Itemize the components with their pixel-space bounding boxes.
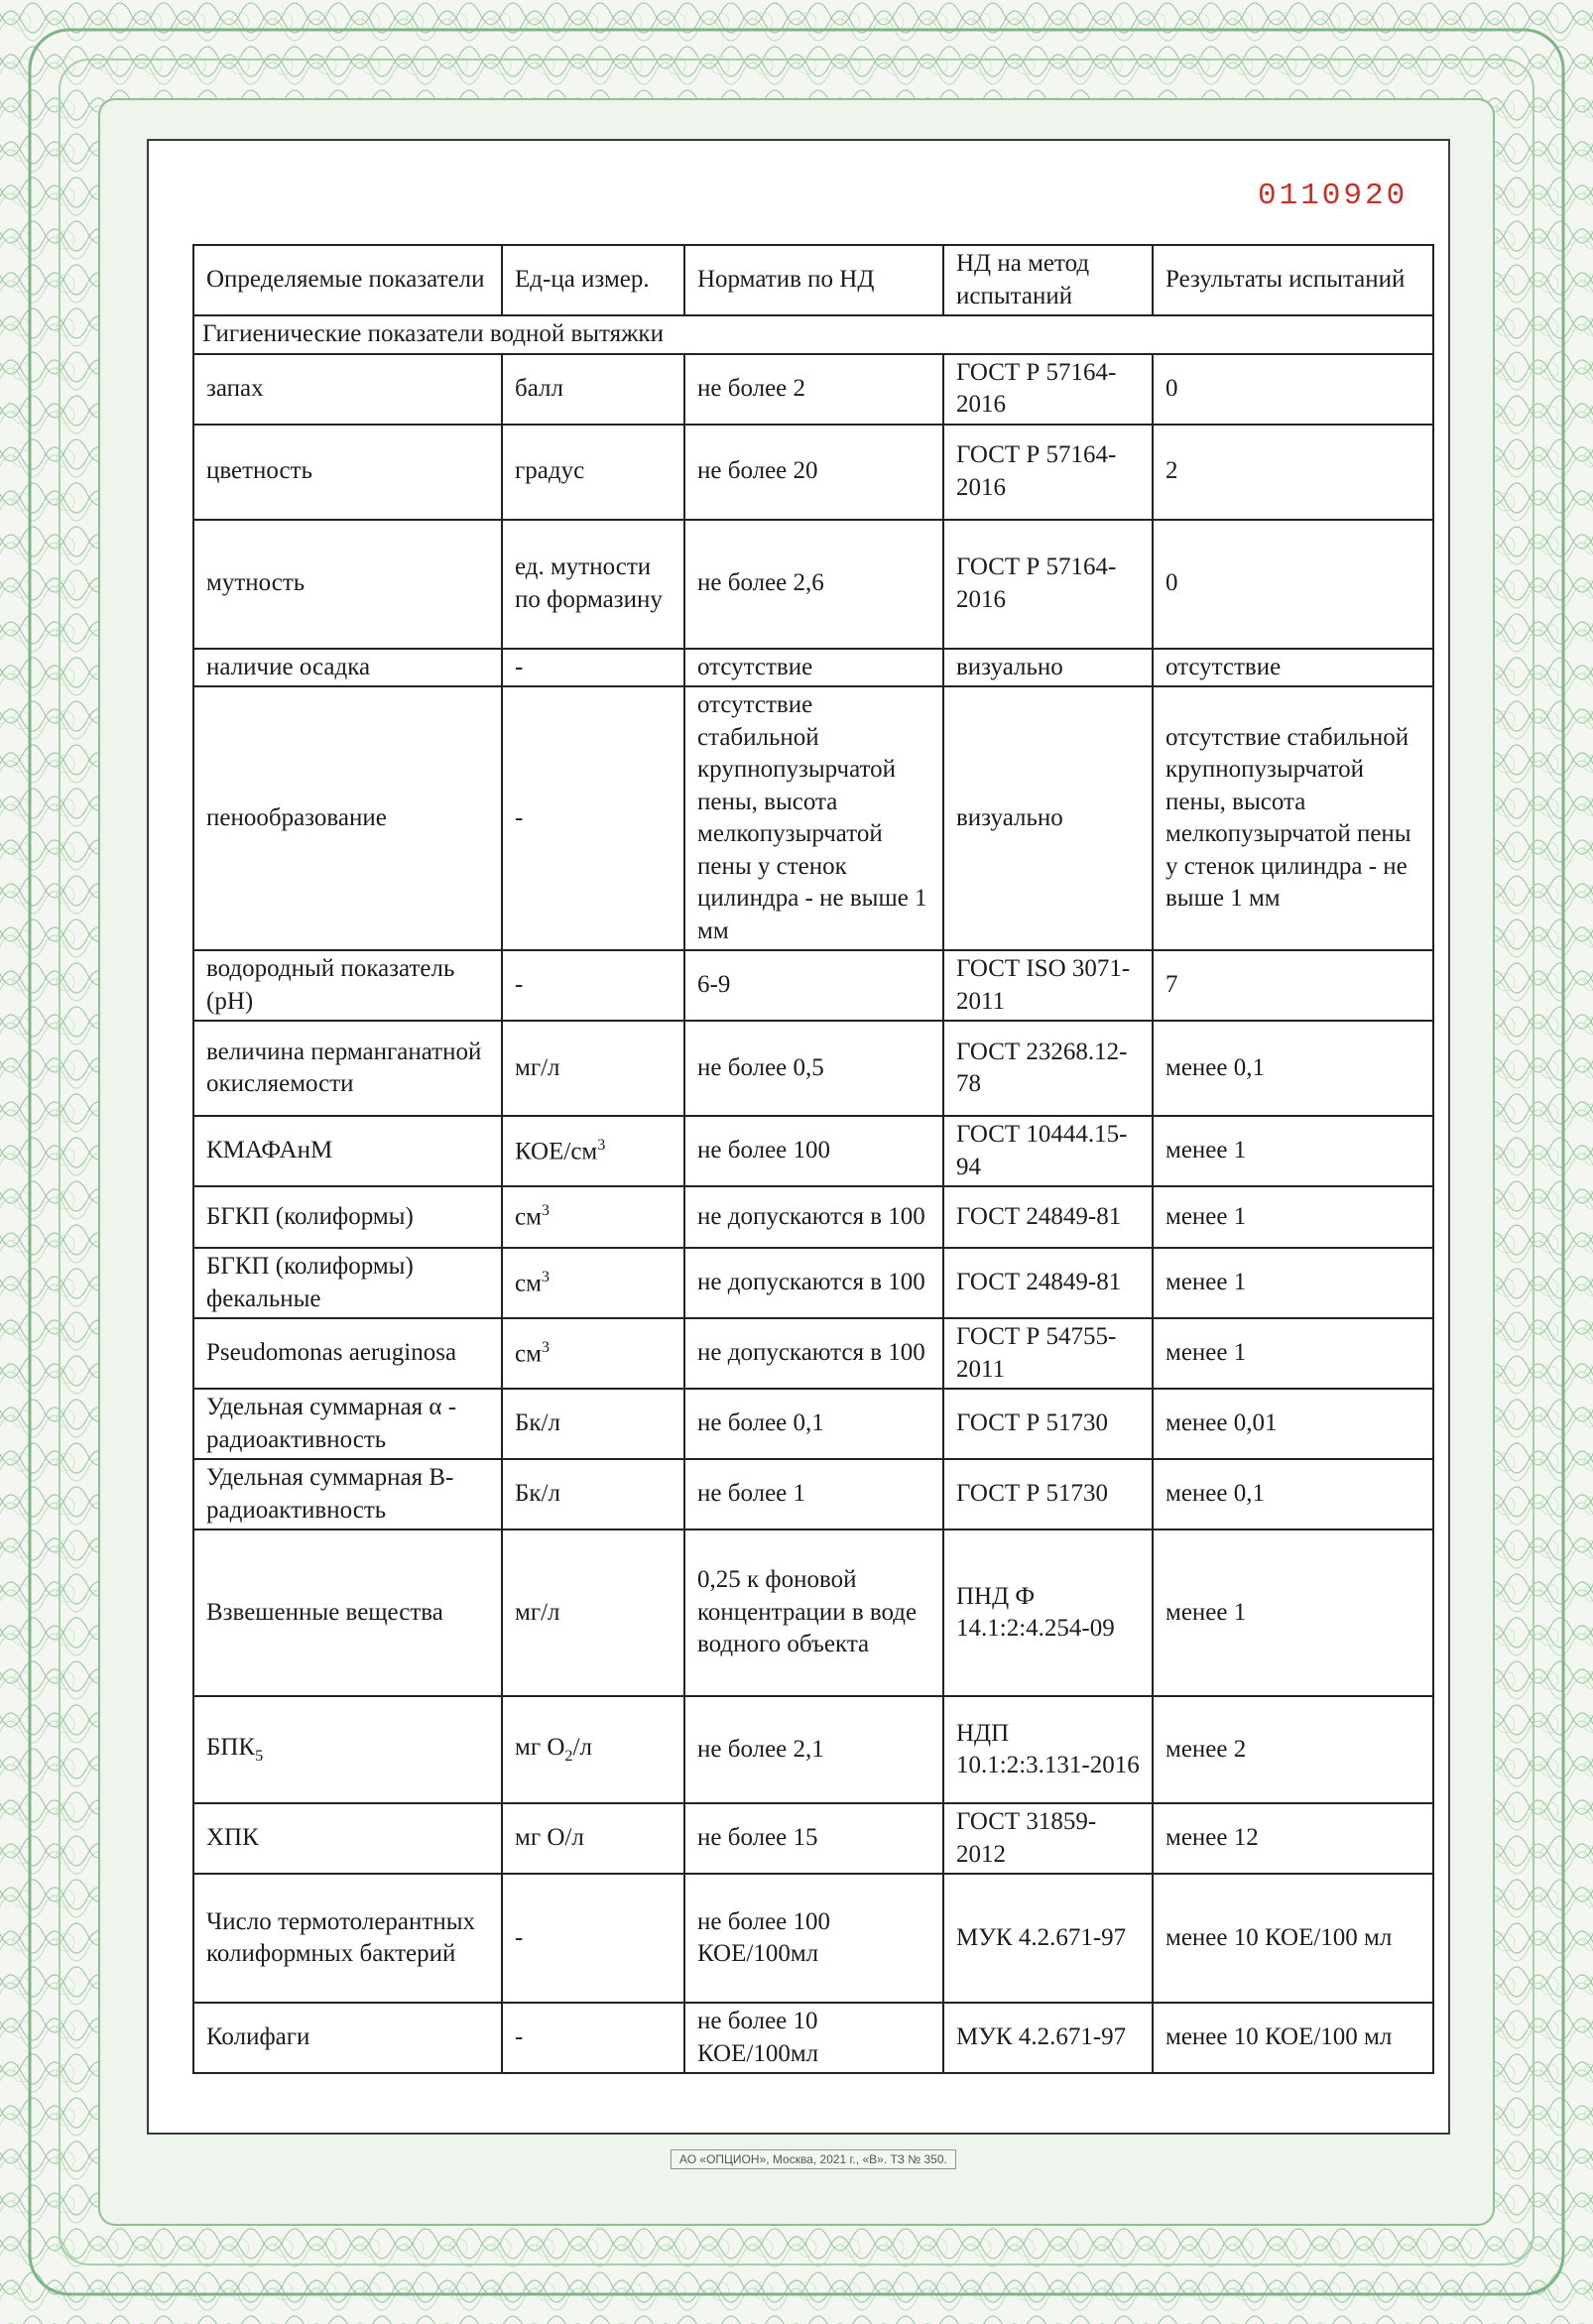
method-cell: НДП 10.1:2:3.131-2016: [943, 1696, 1153, 1803]
unit-superscript: 3: [541, 1267, 551, 1285]
unit-cell: $см^3$: [502, 1248, 684, 1318]
unit-cell: Бк/л: [502, 1459, 684, 1529]
table-row: [193, 520, 1433, 649]
result-cell: менее 0,1: [1153, 1021, 1433, 1116]
indicator-cell: Взвешенные вещества: [193, 1529, 502, 1696]
unit-cell: -: [502, 649, 684, 687]
unit-cell: ед. мутности по формазину: [502, 520, 684, 649]
norm-cell: не более 0,1: [684, 1389, 943, 1459]
table-row: [193, 1874, 1433, 2003]
indicator-cell: ХПК: [193, 1803, 502, 1874]
indicator-cell: мутность: [193, 520, 502, 649]
unit-superscript: 3: [541, 1201, 551, 1220]
unit-cell: градус: [502, 425, 684, 520]
table-row: [193, 1186, 1433, 1248]
unit-cell: -: [502, 2003, 684, 2073]
section-title: Гигиенические показатели водной вытяжки: [193, 315, 1433, 354]
result-cell: 0: [1153, 354, 1433, 425]
table-row: [193, 354, 1433, 425]
indicator-cell: величина перманганатной окисляемости: [193, 1021, 502, 1116]
unit-cell: -: [502, 950, 684, 1021]
table-row: [193, 425, 1433, 520]
table-row: [193, 2003, 1433, 2073]
result-cell: менее 10 КОЕ/100 мл: [1153, 2003, 1433, 2073]
unit-superscript: 3: [541, 1337, 551, 1356]
result-cell: менее 1: [1153, 1116, 1433, 1186]
norm-cell: не допускаются в 100: [684, 1248, 943, 1318]
method-cell: ГОСТ Р 57164-2016: [943, 354, 1153, 425]
table-row: [193, 686, 1433, 950]
norm-cell: не более 15: [684, 1803, 943, 1874]
result-cell: менее 10 КОЕ/100 мл: [1153, 1874, 1433, 2003]
norm-cell: не более 2,6: [684, 520, 943, 649]
method-cell: МУК 4.2.671-97: [943, 2003, 1153, 2073]
indicator-cell: наличие осадка: [193, 649, 502, 687]
method-cell: ГОСТ 23268.12-78: [943, 1021, 1153, 1116]
header-norm: Норматив по НД: [684, 245, 943, 315]
norm-cell: не более 100: [684, 1116, 943, 1186]
unit-cell: -: [502, 686, 684, 950]
table-row: [193, 1318, 1433, 1389]
serial-number: 0110920: [1258, 179, 1409, 213]
norm-cell: отсутствие стабильной крупнопузырчатой пены, высота мелкопузырчатой пены у стенок цилиндра - не выше 1 мм: [684, 686, 943, 950]
header-method: НД на метод испытаний: [943, 245, 1153, 315]
result-cell: менее 0,01: [1153, 1389, 1433, 1459]
result-cell: 2: [1153, 425, 1433, 520]
unit-cell: мг/л: [502, 1021, 684, 1116]
unit-cell: балл: [502, 354, 684, 425]
norm-cell: не допускаются в 100: [684, 1318, 943, 1389]
indicator-cell: водородный показатель (pH): [193, 950, 502, 1021]
indicator-cell: цветность: [193, 425, 502, 520]
results-table: [192, 244, 1434, 2074]
norm-cell: не допускаются в 100: [684, 1186, 943, 1248]
unit-cell: КОЕ/$см^3$: [502, 1116, 684, 1186]
indicator-cell: Колифаги: [193, 2003, 502, 2073]
method-cell: ПНД Ф 14.1:2:4.254-09: [943, 1529, 1153, 1696]
method-cell: ГОСТ Р 51730: [943, 1459, 1153, 1529]
header-indicator: Определяемые показатели: [193, 245, 502, 315]
unit-tail: /л: [572, 1734, 592, 1762]
unit-superscript: 3: [597, 1135, 606, 1154]
method-cell: ГОСТ 24849-81: [943, 1186, 1153, 1248]
table-row: [193, 950, 1433, 1021]
table-row: [193, 1459, 1433, 1529]
norm-cell: не более 20: [684, 425, 943, 520]
table-row: [193, 1529, 1433, 1696]
method-cell: ГОСТ Р 54755-2011: [943, 1318, 1153, 1389]
method-cell: ГОСТ 10444.15-94: [943, 1116, 1153, 1186]
table-row: [193, 1116, 1433, 1186]
method-cell: ГОСТ ISO 3071-2011: [943, 950, 1153, 1021]
indicator-cell: запах: [193, 354, 502, 425]
norm-cell: 0,25 к фоновой концентрации в воде водного объекта: [684, 1529, 943, 1696]
norm-cell: не более 100 КОЕ/100мл: [684, 1874, 943, 2003]
indicator-cell: $БПК_5$: [193, 1696, 502, 1803]
norm-cell: не более 1: [684, 1459, 943, 1529]
indicator-cell: Удельная суммарная α - радиоактивность: [193, 1389, 502, 1459]
unit-cell: мг $О_2/л$: [502, 1696, 684, 1803]
indicator-cell: БГКП (колиформы) фекальные: [193, 1248, 502, 1318]
table-row: [193, 649, 1433, 687]
table-row: [193, 1389, 1433, 1459]
method-cell: МУК 4.2.671-97: [943, 1874, 1153, 2003]
indicator-cell: Удельная суммарная В-радиоактивность: [193, 1459, 502, 1529]
result-cell: менее 12: [1153, 1803, 1433, 1874]
result-cell: отсутствие: [1153, 649, 1433, 687]
table-row: [193, 1248, 1433, 1318]
result-cell: менее 1: [1153, 1186, 1433, 1248]
indicator-cell: Число термотолерантных колиформных бактерий: [193, 1874, 502, 2003]
indicator-cell: КМАФАнМ: [193, 1116, 502, 1186]
unit-cell: мг/л: [502, 1529, 684, 1696]
norm-cell: не более 2: [684, 354, 943, 425]
method-cell: визуально: [943, 686, 1153, 950]
result-cell: отсутствие стабильной крупнопузырчатой пены, высота мелкопузырчатой пены у стенок цилиндра - не выше 1 мм: [1153, 686, 1433, 950]
result-cell: менее 1: [1153, 1248, 1433, 1318]
method-cell: ГОСТ Р 57164-2016: [943, 425, 1153, 520]
result-cell: менее 1: [1153, 1318, 1433, 1389]
norm-cell: 6-9: [684, 950, 943, 1021]
method-cell: ГОСТ 24849-81: [943, 1248, 1153, 1318]
method-cell: ГОСТ 31859-2012: [943, 1803, 1153, 1874]
result-cell: менее 0,1: [1153, 1459, 1433, 1529]
indicator-subscript: 5: [255, 1747, 264, 1766]
unit-cell: -: [502, 1874, 684, 2003]
norm-cell: не более 0,5: [684, 1021, 943, 1116]
table-row: [193, 1021, 1433, 1116]
printer-imprint: АО «ОПЦИОН», Москва, 2021 г., «В». ТЗ № 350.: [671, 2149, 956, 2169]
method-cell: ГОСТ Р 51730: [943, 1389, 1153, 1459]
unit-cell: мг О/л: [502, 1803, 684, 1874]
result-cell: менее 1: [1153, 1529, 1433, 1696]
norm-cell: не более 2,1: [684, 1696, 943, 1803]
unit-cell: $см^3$: [502, 1318, 684, 1389]
indicator-cell: БГКП (колиформы): [193, 1186, 502, 1248]
section-row: [193, 315, 1433, 354]
method-cell: визуально: [943, 649, 1153, 687]
result-cell: 0: [1153, 520, 1433, 649]
table-row: [193, 1696, 1433, 1803]
result-cell: 7: [1153, 950, 1433, 1021]
indicator-cell: Pseudomonas aeruginosa: [193, 1318, 502, 1389]
norm-cell: не более 10 КОЕ/100мл: [684, 2003, 943, 2073]
norm-cell: отсутствие: [684, 649, 943, 687]
unit-cell: $см^3$: [502, 1186, 684, 1248]
result-cell: менее 2: [1153, 1696, 1433, 1803]
header-result: Результаты испытаний: [1153, 245, 1433, 315]
table-row: [193, 1803, 1433, 1874]
unit-cell: Бк/л: [502, 1389, 684, 1459]
header-unit: Ед-ца измер.: [502, 245, 684, 315]
unit-subscript: 2: [564, 1747, 573, 1766]
method-cell: ГОСТ Р 57164-2016: [943, 520, 1153, 649]
indicator-cell: пенообразование: [193, 686, 502, 950]
table-header-row: [193, 245, 1433, 315]
